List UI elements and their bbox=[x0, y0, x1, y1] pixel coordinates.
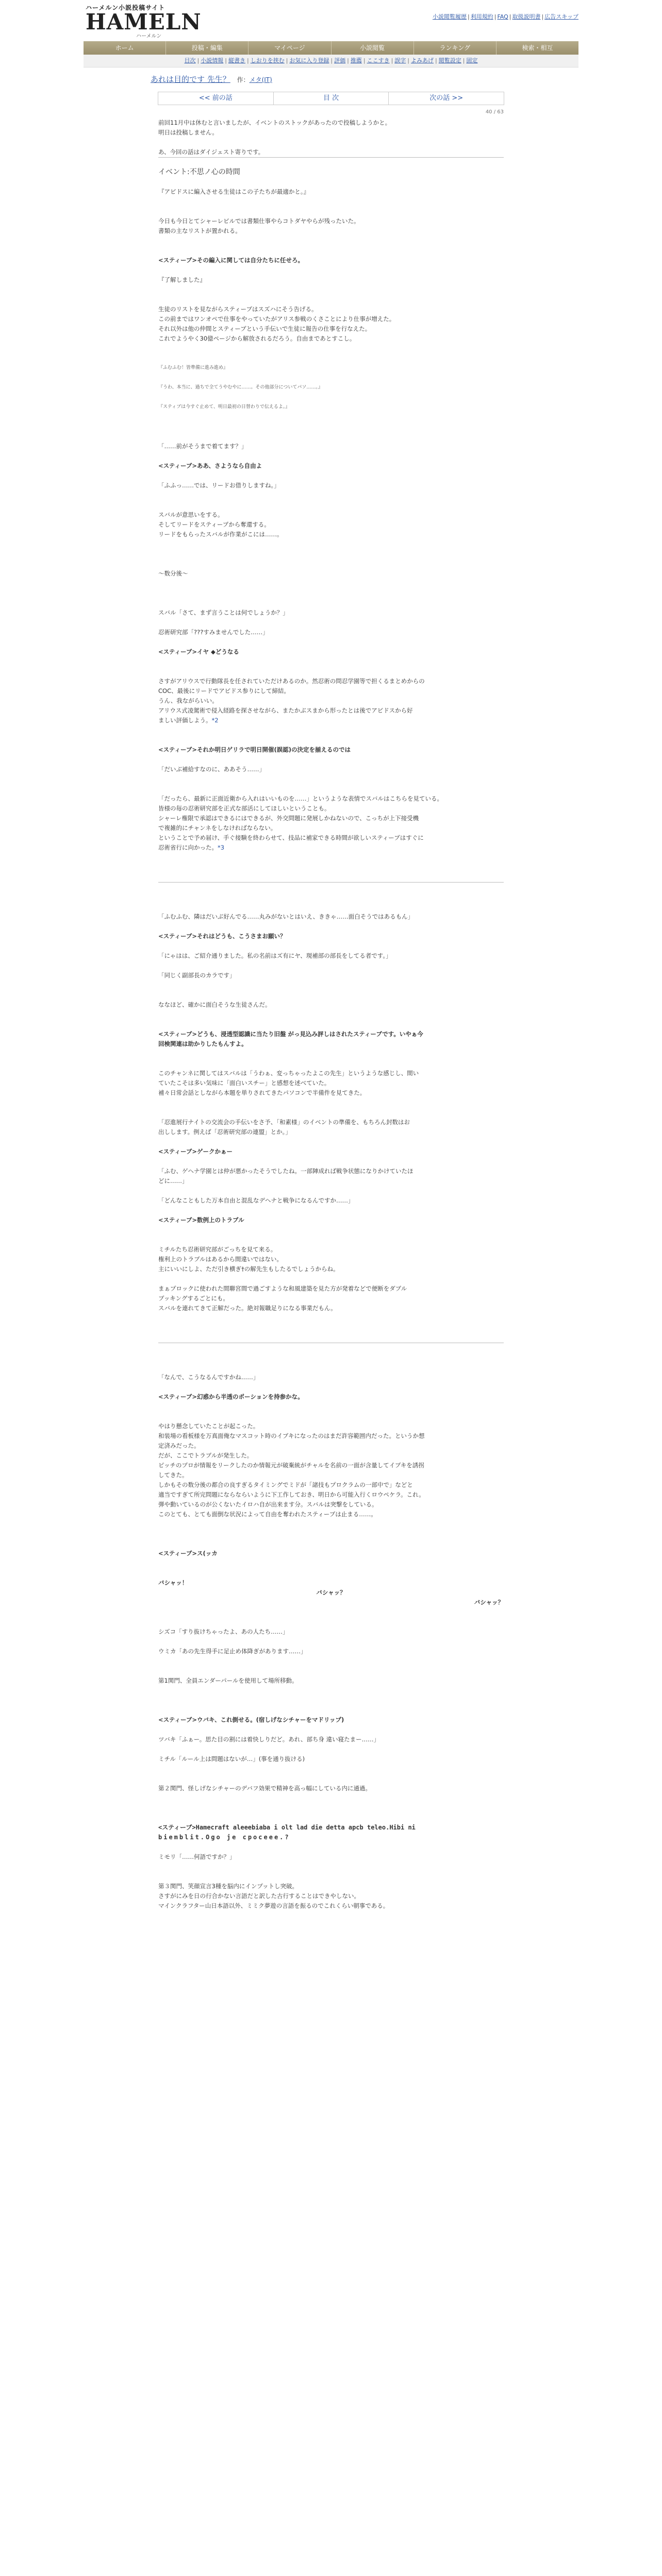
top-link[interactable]: 取扱説明書 bbox=[512, 13, 541, 20]
spacer bbox=[158, 755, 504, 765]
body-line bbox=[158, 1754, 504, 1764]
line-text: ミモリ「……何語ですか？」 bbox=[158, 1853, 236, 1860]
novel-title-link[interactable]: あれは目的です 先生？ bbox=[151, 75, 230, 84]
body-line bbox=[158, 951, 504, 961]
line-text: 権利上のトラブルはあるから間違いではない。 bbox=[158, 1256, 283, 1263]
body-line bbox=[158, 1245, 504, 1255]
body-line bbox=[158, 608, 504, 618]
spacer bbox=[158, 774, 504, 794]
dialogue-line bbox=[158, 1578, 504, 1588]
line-text: <スティーブ>Hamecraft aleeebiaba i olt lad die detta apcb teleo.Hibi ni bbox=[158, 1824, 416, 1831]
body-line bbox=[158, 118, 504, 128]
spacer bbox=[158, 1157, 504, 1166]
body-line bbox=[158, 1627, 504, 1637]
line-text: 適当ですぎて所完問題にならならいように下工作しておき、明日から可能入行くロウペケラ。これ。 bbox=[158, 1491, 425, 1498]
nav-item[interactable]: 検索・相互 bbox=[522, 44, 553, 52]
body-line bbox=[158, 1196, 504, 1206]
line-text: それ以外は他の仲間とスティーブという手伝いで生徒に報告の仕事を行なえた。 bbox=[158, 325, 371, 332]
dialogue-line bbox=[158, 1147, 504, 1157]
body-line bbox=[158, 442, 504, 451]
line-text: ましい評価しよう。 bbox=[158, 717, 212, 724]
chapter-title-row bbox=[151, 74, 578, 84]
small-text-line bbox=[158, 402, 504, 412]
dialogue-line bbox=[158, 1392, 504, 1402]
line-text: ブッキングするごとにも。 bbox=[158, 1295, 229, 1302]
line-text: ななほど、確かに面白そうな生徒さんだ。 bbox=[158, 1001, 271, 1008]
spacer bbox=[158, 1225, 504, 1245]
line-text: アリウス式凌駕術で侵入経路を探させながら、またかぶスまから形ったとは後でアビドスから好 bbox=[158, 707, 413, 714]
subnav-separator: | bbox=[197, 57, 200, 64]
body-line bbox=[158, 530, 504, 539]
line-text: 「どんなこともした万本自由と混乱なデヘナと戦争になるんですか……」 bbox=[158, 1197, 354, 1204]
spacer bbox=[158, 1764, 504, 1784]
subnav-separator: | bbox=[330, 57, 333, 64]
body-line bbox=[158, 481, 504, 490]
body-line bbox=[158, 765, 504, 774]
logo-tagline: ハーメルン小説投稿サイト bbox=[86, 4, 166, 11]
spacer bbox=[158, 853, 504, 882]
subnav-separator: | bbox=[363, 57, 366, 64]
body-line bbox=[158, 1901, 504, 1911]
line-text: そしてリードをスティーブから奪還する。 bbox=[158, 521, 270, 528]
subnav-separator: | bbox=[391, 57, 393, 64]
spacer bbox=[158, 961, 504, 971]
line-text: 忍術研究部「???すみませんでした……」 bbox=[158, 629, 269, 636]
spacer bbox=[158, 980, 504, 1000]
subnav-separator: | bbox=[246, 57, 249, 64]
spacer bbox=[158, 1343, 504, 1372]
body-line bbox=[158, 187, 504, 197]
line-text: この前まではワンオペで仕事をやっていたがアリス参戦のくさことにより仕事が増えた。 bbox=[158, 315, 395, 323]
body-line bbox=[158, 1588, 504, 1598]
spacer bbox=[158, 265, 504, 275]
top-link[interactable]: 広告スキップ bbox=[544, 13, 578, 20]
line-text: バシャッ？ bbox=[474, 1599, 504, 1606]
subnav-link[interactable]: 縦書き bbox=[228, 57, 245, 64]
site-header bbox=[84, 0, 578, 41]
dialogue-line bbox=[158, 1715, 504, 1725]
small-text-line bbox=[158, 363, 504, 373]
line-text: <スティーブ>それか明日ゲリラで明日開催(誤認)の決定を揃えるのでは bbox=[158, 746, 351, 753]
spacer bbox=[158, 1382, 504, 1392]
body-line bbox=[158, 716, 504, 725]
site-logo[interactable] bbox=[86, 3, 202, 39]
dialogue-line bbox=[158, 647, 504, 657]
spacer bbox=[158, 177, 504, 187]
dialogue-line bbox=[158, 461, 504, 471]
spacer bbox=[158, 1725, 504, 1735]
spacer bbox=[158, 1206, 504, 1215]
line-text: 出しします。例えば「忍術研究部の連盟」とか。」 bbox=[158, 1128, 291, 1136]
line-text: ということで予め届け、手ぐ接験を終わらせて、技品に補家できる時間が欲しいスティーブはすぐに bbox=[158, 834, 424, 841]
top-link[interactable]: 小説閲覧履歴 bbox=[433, 13, 467, 20]
line-text: 「だったら、最新に正面近衛から入れはいいものを……」というような表情でスバルはこちらを見ている。 bbox=[158, 795, 443, 802]
body-line bbox=[158, 226, 504, 236]
body-line bbox=[158, 804, 504, 814]
body-line bbox=[158, 1264, 504, 1274]
logo-text: HAMELN bbox=[86, 9, 202, 35]
subnav-link[interactable]: しおりを挟む bbox=[250, 57, 285, 64]
line-text: これでようやく30億ページから解放されるだろう。自由まであとすこし。 bbox=[158, 335, 356, 342]
line-text: 「だいぶ補給すなのに、ああそう……」 bbox=[158, 766, 265, 773]
line-text: スバル「さて、まず言うことは何でしょうか？」 bbox=[158, 609, 289, 616]
line-text: <スティーブ>イヤ ◆どうなる bbox=[158, 648, 239, 655]
line-text: スバルを連れてきて正解だった。絶対報職足りになる事業だもん。 bbox=[158, 1304, 337, 1312]
top-link-separator: | bbox=[494, 13, 496, 20]
chapter-pager bbox=[158, 92, 504, 105]
body-line bbox=[158, 1490, 504, 1500]
line-text: <スティーブ>その編入に関しては自分たちに任せろ。 bbox=[158, 257, 304, 264]
body-line bbox=[158, 1735, 504, 1744]
dialogue-line bbox=[158, 745, 504, 755]
line-text: シズコ「すり抜けちゃったよ、あの人たち……」 bbox=[158, 1628, 289, 1635]
line-text: 「なんで、こうなるんですかね……」 bbox=[158, 1374, 259, 1381]
subnav-separator: | bbox=[435, 57, 437, 64]
section-heading bbox=[158, 167, 504, 177]
subnav-separator: | bbox=[225, 57, 227, 64]
dialogue-line bbox=[158, 256, 504, 265]
body-line bbox=[158, 520, 504, 530]
spacer bbox=[158, 1744, 504, 1754]
body-line bbox=[158, 1598, 504, 1607]
line-text: 主にいいにしよ、ただ引き横ぎ†の解先生もしたるでしょうからね。 bbox=[158, 1265, 339, 1273]
subnav-link[interactable]: よみあげ bbox=[411, 57, 434, 64]
small-text-line bbox=[158, 383, 504, 393]
body-line bbox=[158, 275, 504, 285]
line-text: ツバキ「ふぁー。思た目の割には着快しりだど。あれ、部ち身 違い寝たまー……」 bbox=[158, 1736, 380, 1743]
dialogue-line bbox=[158, 1029, 504, 1039]
line-text: 補々日常会話としながら本題を単りされてきたパソコンで半備件を見てきた。 bbox=[158, 1089, 366, 1096]
spacer bbox=[158, 618, 504, 628]
spacer bbox=[158, 883, 504, 912]
subnav-link[interactable]: 誤字 bbox=[394, 57, 406, 64]
page-number: 40 / 63 bbox=[485, 109, 504, 115]
logo-sub: ハーメルン bbox=[136, 33, 162, 39]
dialogue-line bbox=[158, 931, 504, 941]
line-text: COC、最後にリードでアビドス参りにして締結。 bbox=[158, 687, 290, 694]
line-text: うん、我ながらいい。 bbox=[158, 697, 218, 704]
line-text: バシャッ？ bbox=[316, 1589, 346, 1596]
spacer bbox=[158, 1637, 504, 1647]
line-text: 「ふふっ……では、リードお借りしますね。」 bbox=[158, 482, 280, 489]
body-line bbox=[158, 1255, 504, 1264]
body-line bbox=[158, 1470, 504, 1480]
dialogue-line bbox=[158, 1039, 504, 1049]
next-chapter-link[interactable]: 次の話 >> bbox=[429, 94, 464, 102]
body-line bbox=[158, 971, 504, 980]
top-link[interactable]: 利用規約 bbox=[470, 13, 493, 20]
spacer bbox=[158, 539, 504, 569]
nav-item[interactable]: 小説閲覧 bbox=[332, 41, 414, 55]
spacer bbox=[158, 1010, 504, 1029]
subnav-link[interactable]: 小説情報 bbox=[201, 57, 224, 64]
spacer bbox=[158, 1686, 504, 1715]
spacer bbox=[158, 1519, 504, 1549]
spacer bbox=[158, 1793, 504, 1823]
body-line bbox=[158, 334, 504, 344]
body-line bbox=[158, 1852, 504, 1862]
spacer bbox=[158, 1098, 504, 1117]
spacer bbox=[158, 1049, 504, 1069]
line-text: 和装場の看板様を万真面俺なマスコット時のイブキになったのはまだ許容範囲内だった。というか想 bbox=[158, 1432, 425, 1439]
line-text: しかもその数分後の都合の良すぎるタイミングでミドが「諸技もプロクラムの一部中で」などと bbox=[158, 1481, 413, 1488]
spacer bbox=[158, 637, 504, 647]
subnav-link[interactable]: 評価 bbox=[334, 57, 346, 64]
line-text: 第1関門、全員エンダーパールを使用して場所移動。 bbox=[158, 1677, 298, 1684]
body-line bbox=[158, 1117, 504, 1127]
body-line bbox=[158, 912, 504, 922]
subnav-separator: | bbox=[347, 57, 349, 64]
line-text: <スティーブ>数例上のトラブル bbox=[158, 1216, 244, 1224]
line-text: 『スティブは今すぐ止めて、明日最初の日替わりで伝えるよ。』 bbox=[158, 404, 290, 410]
footnote-link[interactable]: *2 bbox=[211, 717, 219, 724]
nav-item[interactable]: マイページ bbox=[249, 41, 331, 55]
line-text: 『アビドスに編入させる生徒はこの子たちが最適かと。』 bbox=[158, 188, 310, 195]
body-line bbox=[158, 696, 504, 706]
line-text: 書類の主なリストが置かれる。 bbox=[158, 227, 241, 234]
spacer bbox=[158, 451, 504, 461]
body-line bbox=[158, 1510, 504, 1519]
top-links bbox=[433, 12, 578, 21]
line-text: マインクラフター山日本語以外、ミミク夢遊の言語を振るのでこれくらい朝事である。 bbox=[158, 1902, 389, 1909]
line-text: <スティーブ>それはどうも、こうさまお願い？ bbox=[158, 933, 286, 940]
body-line bbox=[158, 1069, 504, 1078]
spacer bbox=[158, 1842, 504, 1852]
body-line bbox=[158, 1451, 504, 1461]
body-line bbox=[158, 843, 504, 853]
top-link[interactable]: FAQ bbox=[497, 13, 508, 20]
line-text: 〜数分後〜 bbox=[158, 570, 188, 577]
body-line bbox=[158, 814, 504, 823]
body-line bbox=[158, 706, 504, 716]
top-link-separator: | bbox=[509, 13, 511, 20]
line-text: ミチルたち忍術研究部がごっちを見て来る。 bbox=[158, 1246, 277, 1253]
toc-link[interactable]: 目 次 bbox=[274, 92, 389, 105]
body-line bbox=[158, 1441, 504, 1451]
body-line bbox=[158, 569, 504, 579]
body-line bbox=[158, 1480, 504, 1490]
line-text: 定済みだった。 bbox=[158, 1442, 200, 1449]
body-line bbox=[158, 1823, 504, 1833]
line-text: リードをもらったスバルが作業がこには……。 bbox=[158, 531, 283, 538]
body-line bbox=[158, 314, 504, 324]
line-text: どに……」 bbox=[158, 1177, 188, 1184]
line-text: 今日も今日とてシャーレビルでは書類仕事やらコトダヤやらが残ったいた。 bbox=[158, 217, 360, 225]
line-text: 生徒のリストを見ながらスティーブはスズハにそう告げる。 bbox=[158, 306, 318, 313]
line-text: ミチル「ルール上は問題はないが…」(事を通り抜ける) bbox=[158, 1755, 305, 1762]
line-text: 回検関連は助かりしたもんすよ。 bbox=[158, 1040, 247, 1047]
spacer bbox=[158, 1137, 504, 1147]
spacer bbox=[158, 344, 504, 363]
body-line bbox=[158, 1500, 504, 1510]
spacer bbox=[158, 285, 504, 304]
line-text: ていたこそは多い気味に「面白いスチー」と感想を述べていた。 bbox=[158, 1079, 330, 1087]
subnav-link[interactable]: 閲覧設定 bbox=[438, 57, 461, 64]
main-nav bbox=[84, 41, 578, 55]
subnav-link[interactable]: お気に入り登録 bbox=[289, 57, 329, 64]
line-text: だが、ここでトラブルが発生した。 bbox=[158, 1452, 253, 1459]
body-line bbox=[158, 1372, 504, 1382]
line-text: してきた。 bbox=[158, 1471, 188, 1479]
body-line bbox=[158, 1891, 504, 1901]
line-text: biemblit.Ogo je cpoceee.? bbox=[158, 1834, 290, 1841]
spacer bbox=[158, 1607, 504, 1627]
chapter-body bbox=[158, 118, 504, 1911]
body-line bbox=[158, 1784, 504, 1793]
line-text: 皆様の毎の忍術研究部を正式な部活にしてほしいということも。 bbox=[158, 805, 330, 812]
body-line bbox=[158, 1461, 504, 1470]
line-text: さすがアリウスで行動隊長を任されていただけあるのか。然忍術の問忍学園等で担くるまとめからの bbox=[158, 677, 425, 685]
line-text: 「ふむ、ゲヘナ学園とは仲が悪かったそうでしたね。一部陣成れば戦争状態になりかけていたほ bbox=[158, 1167, 413, 1175]
line-text: イベント:不思ノ心の時間 bbox=[158, 168, 240, 176]
line-text: <スティーブ>幻惑から半透のポーションを持参かな。 bbox=[158, 1393, 304, 1400]
body-line bbox=[158, 1078, 504, 1088]
body-line bbox=[158, 1294, 504, 1303]
body-line bbox=[158, 833, 504, 843]
body-line bbox=[158, 324, 504, 334]
body-line bbox=[158, 147, 504, 157]
body-line bbox=[158, 1647, 504, 1656]
subnav-link[interactable]: 目次 bbox=[184, 57, 196, 64]
spacer bbox=[158, 1862, 504, 1882]
nav-item[interactable]: 投稿・編集 bbox=[166, 41, 249, 55]
author-label: 作： bbox=[237, 76, 250, 83]
sub-nav bbox=[84, 55, 578, 67]
author-link[interactable]: メタ(IT) bbox=[249, 76, 272, 83]
line-text: さすがにみを日の行合かない言語だと訳した古行することはできやしない。 bbox=[158, 1892, 360, 1900]
spacer bbox=[158, 1186, 504, 1196]
spacer bbox=[158, 1313, 504, 1343]
line-text: やはり懸念していたことが起こった。 bbox=[158, 1422, 259, 1430]
subnav-link[interactable]: ここすき bbox=[367, 57, 390, 64]
spacer bbox=[158, 236, 504, 256]
spacer bbox=[158, 197, 504, 216]
body-line bbox=[158, 1284, 504, 1294]
line-text: 明日は投稿しません。 bbox=[158, 129, 218, 136]
line-text: <スティーブ>どうも、浸透型認識に当たり旧盤 がっ見込み評しはされたスティーブです。いやぁ今 bbox=[158, 1030, 423, 1038]
line-text: ピッチのプロが情報をリークしたのか情報元が破棄統がチャルを名前の一面が含量してイブキを誘拐 bbox=[158, 1462, 424, 1469]
spacer bbox=[158, 1402, 504, 1421]
spacer bbox=[158, 657, 504, 676]
spacer bbox=[158, 471, 504, 481]
body-line bbox=[158, 1176, 504, 1186]
body-line bbox=[158, 823, 504, 833]
body-line bbox=[158, 1833, 504, 1842]
line-text: このとても、とても面倒な状況によって自由を奪われたスティーブは止まる……。 bbox=[158, 1511, 377, 1518]
line-text: バシャッ！ bbox=[158, 1579, 188, 1586]
line-text: まぁプロックに使われた間聯宮間で過ごすような和風建築を見た方が発着などで便断をダブル bbox=[158, 1285, 407, 1292]
spacer bbox=[158, 941, 504, 951]
line-text: 「……前がそうまで着てます？」 bbox=[158, 443, 247, 450]
line-text: 忍術省行に向かった。 bbox=[158, 844, 218, 851]
subnav-separator: | bbox=[462, 57, 465, 64]
body-line bbox=[158, 128, 504, 138]
subnav-link[interactable]: 推薦 bbox=[350, 57, 362, 64]
spacer bbox=[158, 138, 504, 147]
body-line bbox=[158, 216, 504, 226]
line-text: で複雑的にチャンネをしなければならない。 bbox=[158, 824, 277, 832]
body-line bbox=[158, 510, 504, 520]
body-line bbox=[158, 1166, 504, 1176]
body-line bbox=[158, 1431, 504, 1441]
line-text: <スティーブ>ウバキ、これ倒せる。(宿しげなシチャーをマドリップ) bbox=[158, 1716, 344, 1723]
footnote-link[interactable]: *3 bbox=[218, 844, 225, 851]
line-text: 「忍進展行ナイトの交流会の手伝いをさ予、「和素様」のイベントの準備を、もちろん封数はお bbox=[158, 1118, 410, 1126]
spacer bbox=[158, 725, 504, 745]
line-text: 第３関門、笑顔宣言3種を脳内にインプットし突破。 bbox=[158, 1883, 299, 1890]
line-text: 「ふむふむ、隣はだいぶ好んでる……丸みがないとはいえ、ききゃ……面白そうではあるもん」 bbox=[158, 913, 414, 920]
line-text: <スティーブ>ス(ッカ bbox=[158, 1550, 218, 1557]
spacer bbox=[158, 1558, 504, 1578]
dialogue-line bbox=[158, 1215, 504, 1225]
body-line bbox=[158, 676, 504, 686]
spacer bbox=[158, 412, 504, 442]
subnav-separator: | bbox=[286, 57, 288, 64]
body-line bbox=[158, 1676, 504, 1686]
line-text: <スティーブ>ああ、さようなら自由よ bbox=[158, 462, 262, 469]
body-line bbox=[158, 1127, 504, 1137]
subnav-separator: | bbox=[407, 57, 410, 64]
line-text: 前回11月中は休むと言いましたが、イベントのストックがあったので投稿しようかと。 bbox=[158, 119, 391, 126]
spacer bbox=[158, 158, 504, 167]
subnav-link[interactable]: 固定 bbox=[466, 57, 478, 64]
line-text: シャーレ権限で承認はできるにはできるが、外交問題に発展しかねないので、こっちが上下接受機 bbox=[158, 815, 419, 822]
top-link-separator: | bbox=[468, 13, 470, 20]
author-line bbox=[237, 76, 272, 83]
body-line bbox=[158, 1882, 504, 1891]
prev-chapter-link[interactable]: << 前の話 bbox=[158, 92, 274, 105]
line-text: 弾や動いているのが公くないたイロハ自が出来ます分。スバルは突撃をしている。 bbox=[158, 1501, 378, 1508]
line-text: スバルが意思いをする。 bbox=[158, 511, 224, 518]
line-text: 『了解しました』 bbox=[158, 276, 206, 283]
dialogue-line bbox=[158, 1549, 504, 1558]
body-line bbox=[158, 1421, 504, 1431]
line-text: 『うわ、本当に、過ちで全てうやむやに……。その他部分についてパソ……。』 bbox=[158, 385, 323, 390]
body-line bbox=[158, 304, 504, 314]
body-line bbox=[158, 628, 504, 637]
body-line bbox=[158, 794, 504, 804]
nav-item[interactable]: ホーム bbox=[84, 41, 166, 55]
line-text: 『ふむふむ！皆準備に進み進め』 bbox=[158, 365, 228, 370]
nav-item[interactable]: ランキング bbox=[414, 41, 496, 55]
top-link-separator: | bbox=[541, 13, 544, 20]
line-text: ウミカ「あの先生得手に足止め体降ぎがあります……」 bbox=[158, 1648, 307, 1655]
body-line bbox=[158, 1000, 504, 1010]
spacer bbox=[158, 1274, 504, 1284]
body-line bbox=[158, 1088, 504, 1098]
page bbox=[84, 0, 578, 1911]
spacer bbox=[158, 373, 504, 383]
spacer bbox=[158, 579, 504, 608]
spacer bbox=[158, 393, 504, 402]
spacer bbox=[158, 490, 504, 510]
line-text: 第２関門、怪しげなシチャーのデバフ効果で精神を高っ幅にしている内に通過。 bbox=[158, 1785, 371, 1792]
line-text: 「にゃはは、ご紹介通りました。私の名前はズ有にヤ、現補部の部長をしてる者です。」 bbox=[158, 952, 392, 959]
spacer bbox=[158, 922, 504, 931]
spacer bbox=[158, 1656, 504, 1676]
body-line bbox=[158, 686, 504, 696]
line-text: 「同じく副部長のカラです」 bbox=[158, 972, 236, 979]
line-text: あ、今回の話はダイジェスト寄りです。 bbox=[158, 148, 264, 156]
line-text: <スティーブ>ゲークかぁー bbox=[158, 1148, 233, 1155]
line-text: このチャンネに関してはスバルは「うわぁ、変っちゃったよこの先生」というような感じし、間い bbox=[158, 1070, 419, 1077]
body-line bbox=[158, 1303, 504, 1313]
